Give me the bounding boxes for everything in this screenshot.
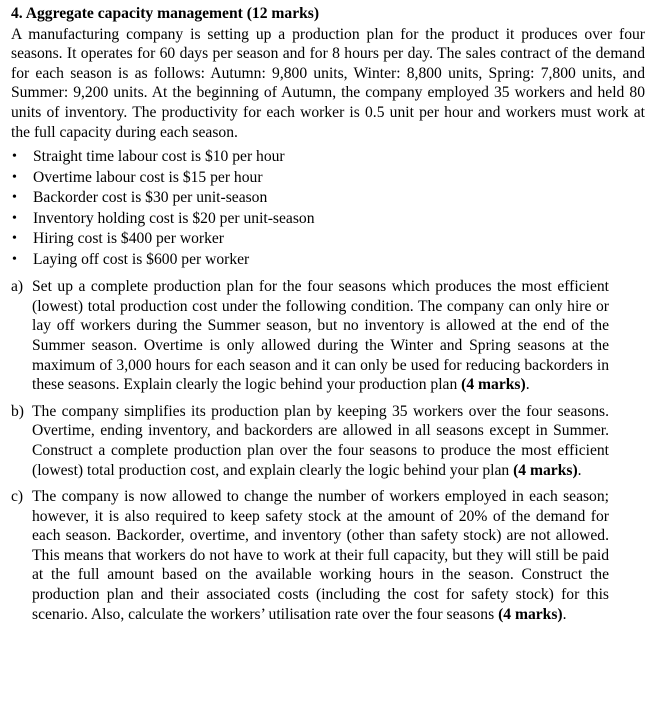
cost-item-text: Hiring cost is $400 per worker [33,230,224,248]
bullet-icon: • [12,251,17,267]
part-marks: (4 marks) [498,605,563,623]
question-intro: A manufacturing company is setting up a production plan for the product it produces over four seasons. It operates for 60 days per season and for 8 hours per day. The sales contract of the demand for each season is as follows: Autumn: 9,800 units, Winter: 8,800 units, Spring: 7,800 units, and Summer: 9,200 units. At the beginning of Autumn, the company employed 35 workers and held 80 units of inventory. The productivity for each worker is 0.5 unit per hour and workers must work at the full capacity during each season. [11,25,645,141]
part-text: The company simplifies its production plan by keeping 35 workers over the four seasons. Overtime, ending inventory, and backorders are allowed in all seasons except in Summer. Construct a complete production plan over the four seasons to produce the most efficient (lowest) total production cost, and explain clearly the logic behind your plan [32,402,609,479]
part-b [11,402,645,480]
part-marks: (4 marks) [513,461,578,479]
cost-item [11,250,645,271]
bullet-icon: • [12,169,17,185]
part-c [11,487,645,624]
cost-item-text: Backorder cost is $30 per unit-season [33,189,268,207]
cost-item [11,147,645,168]
part-end: . [525,376,530,394]
cost-item [11,168,645,189]
cost-item [11,209,645,230]
cost-item-text: Inventory holding cost is $20 per unit-season [33,209,315,227]
question-parts [11,277,645,624]
cost-item [11,229,645,250]
part-end: . [577,461,582,479]
bullet-icon: • [12,149,17,165]
part-end: . [562,605,567,623]
part-text: Set up a complete production plan for the four seasons which produces the most efficient (lowest) total production cost under the following condition. The company can only hire or lay off workers during the Summer season, but no inventory is allowed at the end of the Summer season. Overtime is only allowed during the Winter and Spring seasons at the maximum of 3,000 hours for each season and it can only be used for reducing backorders in these seasons. Explain clearly the logic behind your production plan [32,278,609,394]
cost-list [11,147,645,270]
cost-item-text: Straight time labour cost is $10 per hour [33,148,285,166]
part-marks: (4 marks) [461,376,526,394]
bullet-icon: • [12,210,17,226]
part-letter: a) [11,278,24,296]
part-letter: b) [11,402,24,420]
bullet-icon: • [12,190,17,206]
bullet-icon: • [12,231,17,247]
cost-item [11,188,645,209]
part-letter: c) [11,488,24,506]
part-text: The company is now allowed to change the number of workers employed in each season; however, it is also required to keep safety stock at the amount of 20% of the demand for each season. Backorder, overtime, and inventory (other than safety stock) are not allowed. This means that workers do not have to work at their full capacity, but they will still be paid at the full amount based on the available working hours in the season. Construct the production plan and their associated costs (including the cost for safety stock) for this scenario. Also, calculate the workers’ utilisation rate over the four seasons [32,488,609,623]
part-a [11,277,645,395]
cost-item-text: Overtime labour cost is $15 per hour [33,168,263,186]
cost-item-text: Laying off cost is $600 per worker [33,250,250,268]
question-heading: 4. Aggregate capacity management (12 marks) [11,5,320,22]
